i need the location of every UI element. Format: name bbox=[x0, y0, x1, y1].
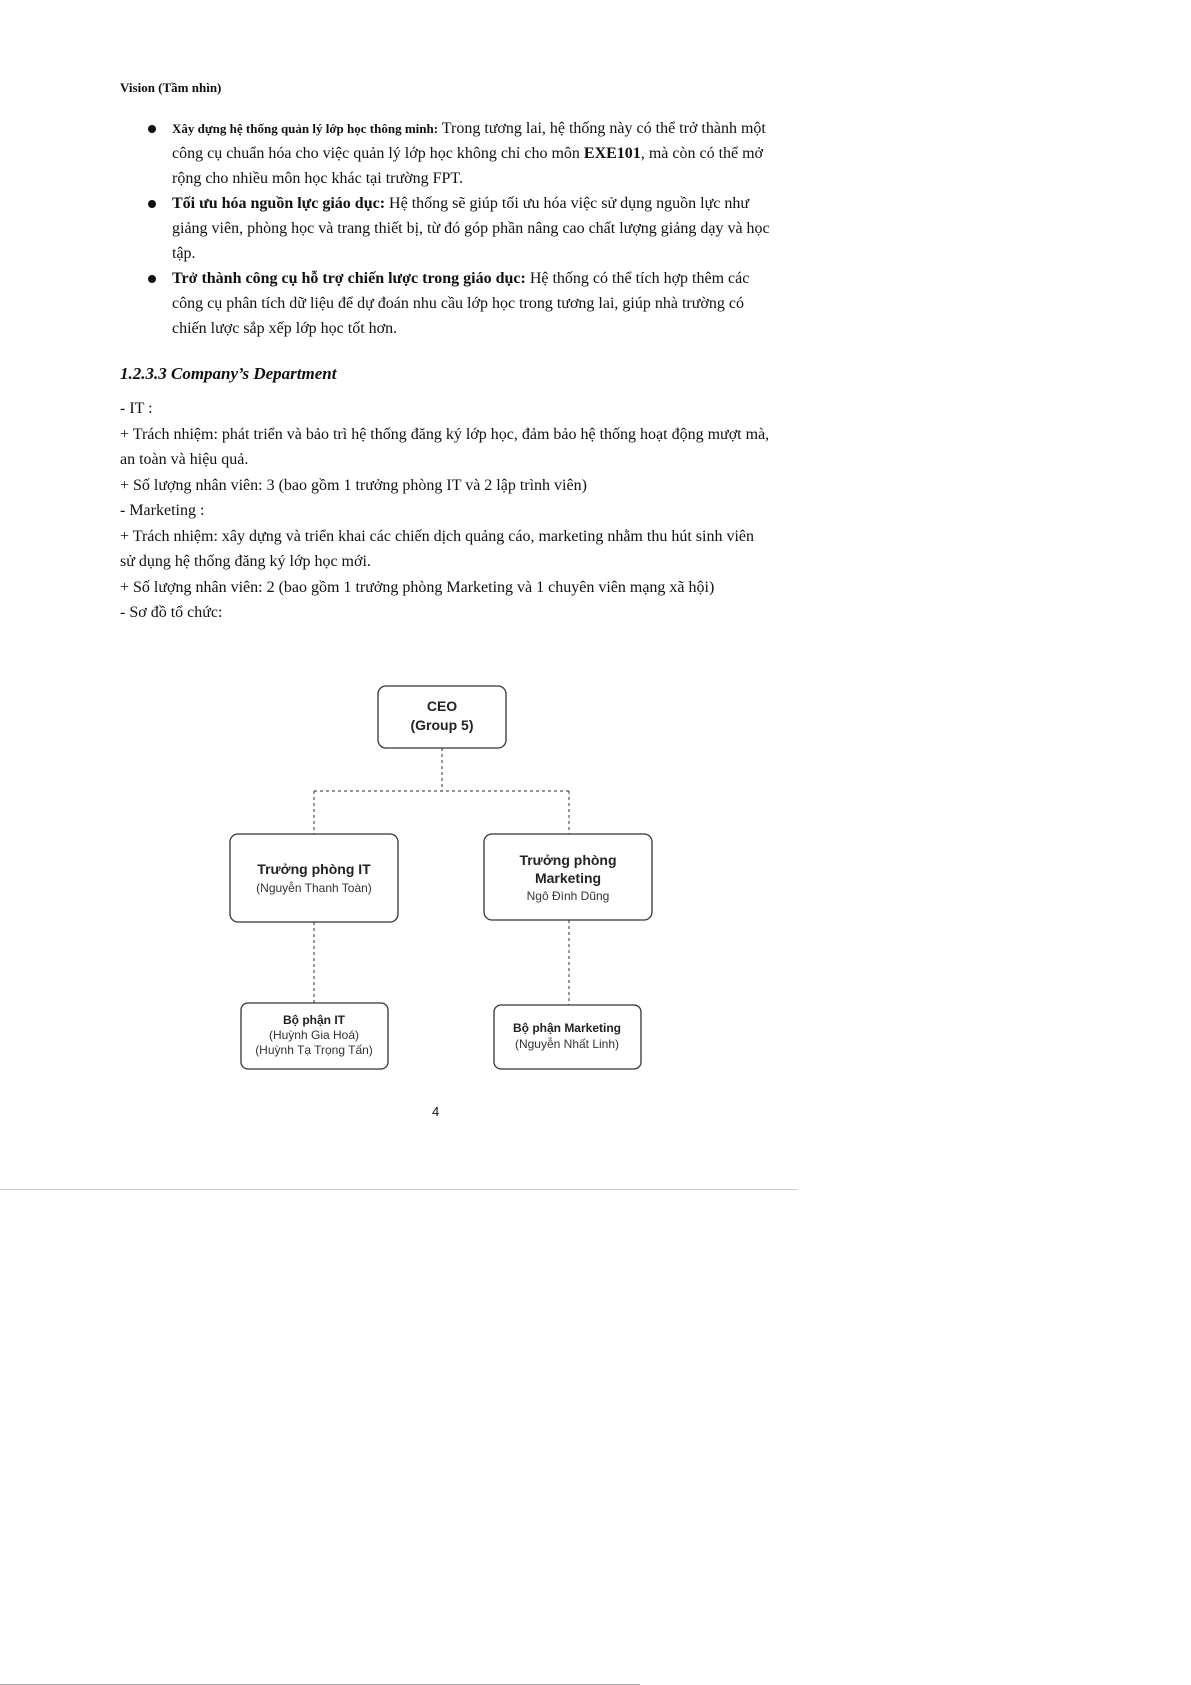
bullet-text: Trong tương lai, hệ thống này có thể trở thành một công cụ chuẩn hóa cho việc quản lý lớp học không chỉ cho môn bbox=[172, 120, 766, 162]
bullet-course-code: EXE101 bbox=[583, 145, 641, 162]
section-heading: 1.2.3.3 Company’s Department bbox=[120, 364, 337, 383]
dept-line-marketing-responsibility: + Trách nhiệm: xây dựng và triển khai các chiến dịch quảng cáo, marketing nhằm thu hút sinh viên sử dụng hệ thống đăng ký lớp học mới. bbox=[120, 527, 754, 570]
it-dept-member-1: (Huỳnh Gia Hoá) bbox=[268, 1028, 360, 1042]
ceo-title: CEO bbox=[426, 698, 458, 714]
bullet-text-end: , mà còn có thể mở rộng cho nhiều môn học khác tại trường FPT. bbox=[172, 145, 764, 187]
it-head-title: Trưởng phòng IT bbox=[257, 861, 371, 877]
bullet-text: Hệ thống sẽ giúp tối ưu hóa việc sử dụng nguồn lực như giảng viên, phòng học và trang thiết bị, từ đó góp phần nâng cao chất lượng giảng dạy và học tập. bbox=[172, 195, 770, 262]
dept-line-marketing-staff: + Số lượng nhân viên: 2 (bao gồm 1 trưởng phòng Marketing và 1 chuyên viên mạng xã hội) bbox=[120, 578, 715, 596]
marketing-head-title: Trưởng phòng bbox=[519, 852, 617, 868]
dept-line-it-responsibility: + Trách nhiệm: phát triển và bảo trì hệ thống đăng ký lớp học, đảm bảo hệ thống hoạt động mượt mà, an toàn và hiệu quả. bbox=[120, 425, 770, 468]
marketing-dept-member: (Nguyễn Nhất Linh) bbox=[514, 1037, 620, 1051]
bullet-title: Trở thành công cụ hỗ trợ chiến lược trong giáo dục: bbox=[172, 270, 526, 287]
dept-line-it: - IT : bbox=[120, 400, 153, 417]
node-ceo bbox=[378, 686, 506, 748]
node-marketing-dept bbox=[494, 1005, 641, 1069]
page-separator-line bbox=[0, 1189, 797, 1190]
bullet-title: Tối ưu hóa nguồn lực giáo dục: bbox=[172, 195, 386, 212]
it-dept-title: Bộ phận IT bbox=[283, 1013, 345, 1027]
node-it-head bbox=[230, 834, 398, 922]
vision-heading: Vision (Tầm nhìn) bbox=[120, 80, 222, 95]
bullet-text: Hệ thống có thể tích hợp thêm các công cụ phân tích dữ liệu để dự đoán nhu cầu lớp học trong tương lai, giúp nhà trường có chiến lược sắp xếp lớp học tốt hơn. bbox=[172, 270, 750, 337]
dept-line-marketing: - Marketing : bbox=[120, 502, 205, 519]
it-head-name: (Nguyễn Thanh Toàn) bbox=[256, 881, 372, 895]
dept-line-it-staff: + Số lượng nhân viên: 3 (bao gồm 1 trưởng phòng IT và 2 lập trình viên) bbox=[120, 476, 587, 494]
bullet-title: Xây dựng hệ thống quản lý lớp học thông minh: bbox=[172, 121, 439, 136]
marketing-dept-title: Bộ phận Marketing bbox=[512, 1021, 622, 1035]
dept-line-org-chart-label: - Sơ đồ tổ chức: bbox=[120, 604, 223, 621]
ceo-subtitle: (Group 5) bbox=[410, 717, 474, 733]
marketing-head-name: Ngô Đình Dũng bbox=[526, 889, 610, 903]
node-marketing-head bbox=[484, 834, 652, 920]
page-number: 4 bbox=[432, 1104, 440, 1119]
node-it-dept bbox=[241, 1003, 388, 1069]
it-dept-member-2: (Huỳnh Tạ Trọng Tấn) bbox=[255, 1043, 373, 1057]
marketing-head-dept: Marketing bbox=[534, 870, 602, 886]
